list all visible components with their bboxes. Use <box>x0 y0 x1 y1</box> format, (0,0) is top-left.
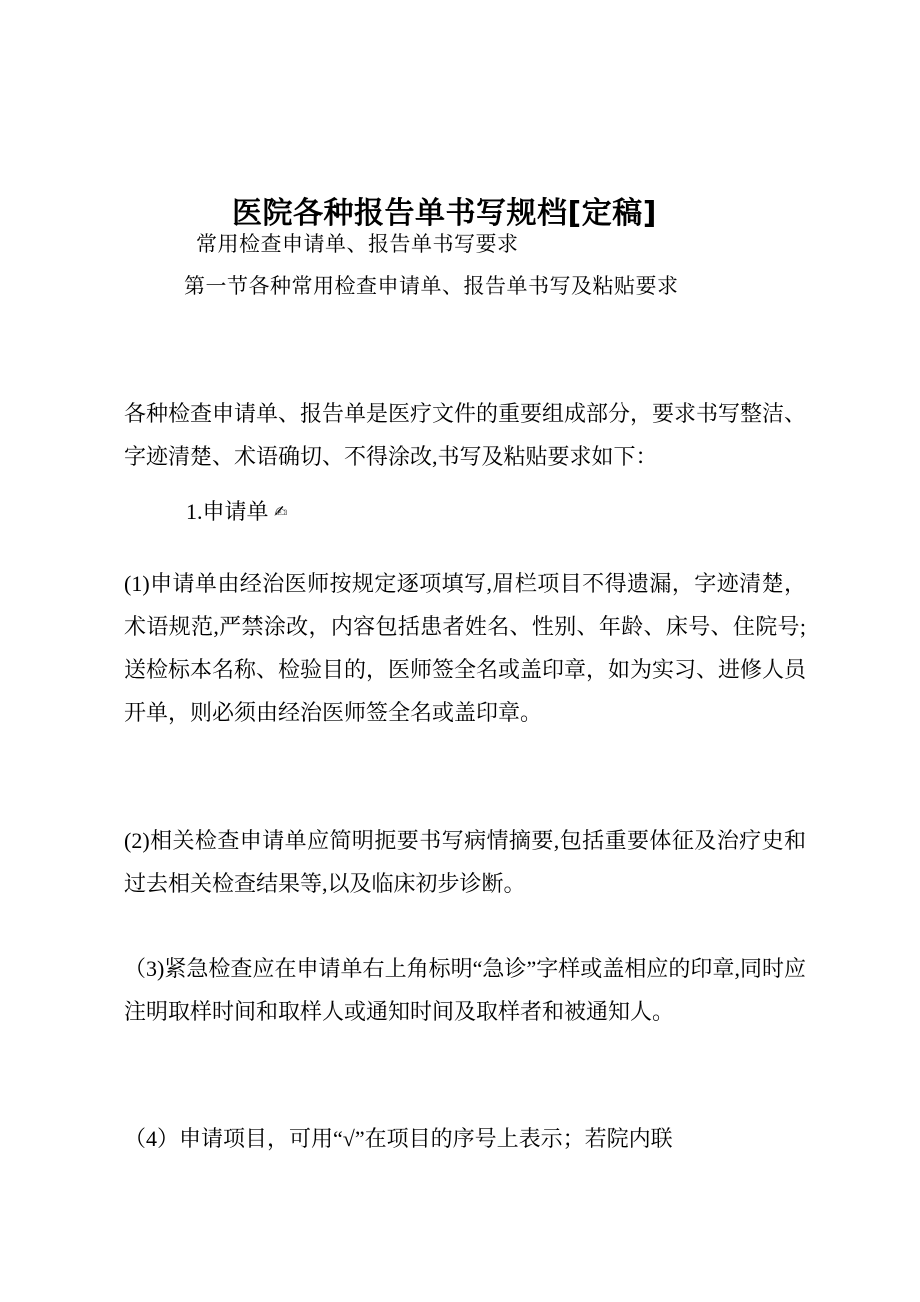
list-item-heading-1 <box>186 495 287 526</box>
paragraph-2: (2)相关检查申请单应简明扼要书写病情摘要,包括重要体征及治疗史和过去相关检查结果等,以及临床初步诊断。 <box>124 828 806 896</box>
subtitle-line-1: 常用检查申请单、报告单书写要求 <box>196 232 519 256</box>
pen-marker-icon: ✍ <box>274 502 288 521</box>
paragraph-1: (1)申请单由经治医师按规定逐项填写,眉栏项目不得遗漏，字迹清楚，术语规范,严禁涂改，内容包括患者姓名、性别、年龄、床号、住院号;送检标本名称、检验目的，医师签全名或盖印章，如为实习、进修人员开单，则必须由经治医师签全名或盖印章。 <box>124 571 807 725</box>
paragraph-3: （3)紧急检查应在申请单右上角标明“急诊”字样或盖相应的印章,同时应注明取样时间和取样人或通知时间及取样者和被通知人。 <box>124 956 806 1024</box>
paragraph-4: （4）申请项目，可用“√”在项目的序号上表示；若院内联 <box>124 1126 673 1151</box>
subtitle-line-2: 第一节各种常用检查申请单、报告单书写及粘贴要求 <box>184 274 679 298</box>
paragraph-intro: 各种检查申请单、报告单是医疗文件的重要组成部分，要求书写整洁、字迹清楚、术语确切、不得涂改,书写及粘贴要求如下： <box>124 401 807 469</box>
list-item-label-1: 1.申请单 <box>186 499 269 524</box>
page-title: 医院各种报告单书写规档[定稿] <box>232 196 657 232</box>
